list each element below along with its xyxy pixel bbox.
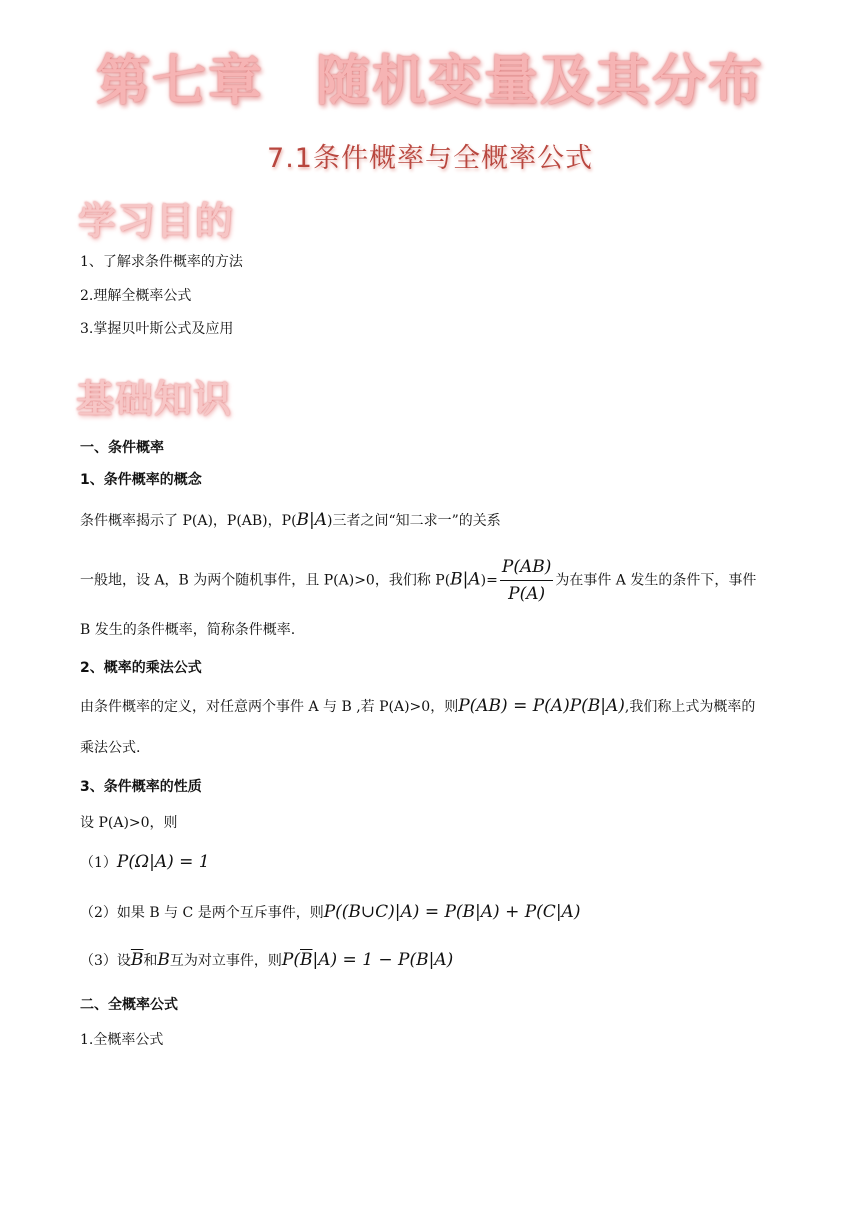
sub2-heading: 2、概率的乘法公式 <box>80 660 202 676</box>
math-property-3-bbar: $\overline{B}$ <box>300 950 313 970</box>
math-b-given-a: B|A <box>296 510 328 530</box>
sub1-line1 <box>80 510 501 531</box>
property-3-label-c: 互为对立事件，则 <box>169 953 282 969</box>
sub1-line2-text-a: 一般地，设 A，B 为两个随机事件，且 P(A)>0，我们称 P( <box>80 572 451 589</box>
part2-heading: 二、全概率公式 <box>80 997 178 1013</box>
math-property-3-lhs: P( <box>281 950 300 970</box>
part2-sub1: 1.全概率公式 <box>80 1032 164 1048</box>
math-property-1: P(Ω|A) = 1 <box>116 852 210 872</box>
sub1-line2 <box>80 556 756 605</box>
chapter-number: 第七章 <box>96 49 264 112</box>
sub2-line1 <box>80 696 755 717</box>
goal-item-1: 1、了解求条件概率的方法 <box>80 254 243 270</box>
sub2-line1-text-a: 由条件概率的定义，对任意两个事件 A 与 B ,若 P(A)>0，则 <box>80 699 459 715</box>
goals-banner: 学习目的 <box>78 199 235 243</box>
sub3-heading: 3、条件概率的性质 <box>80 779 202 795</box>
conditional-fraction <box>500 556 553 605</box>
property-3-label-b: 和 <box>143 953 158 969</box>
math-b-given-a-2: B|A <box>450 569 481 590</box>
sub1-line2-text-b: )= <box>480 572 498 589</box>
chapter-name: 随机变量及其分布 <box>316 49 764 112</box>
fraction-denominator: P(A) <box>508 584 546 604</box>
property-3 <box>80 950 453 971</box>
math-b: B <box>157 950 170 970</box>
sub1-line1-text-a: 条件概率揭示了 P(A)，P(AB)，P( <box>80 513 297 529</box>
property-1-label: （1） <box>80 855 117 871</box>
sub2-line1-text-b: ,我们称上式为概率的 <box>624 699 756 715</box>
property-2 <box>80 902 580 923</box>
sub1-heading: 1、条件概率的概念 <box>80 472 202 488</box>
goal-item-2: 2.理解全概率公式 <box>80 288 192 304</box>
math-property-2: P((B∪C)|A) = P(B|A) + P(C|A) <box>323 902 581 922</box>
sub1-line2-text-c: 为在事件 A 发生的条件下，事件 <box>555 572 757 589</box>
part1-heading: 一、条件概率 <box>80 440 164 456</box>
section-title: 7.1条件概率与全概率公式 <box>267 143 593 174</box>
property-3-label-a: （3）设 <box>80 953 131 969</box>
fraction-numerator: P(AB) <box>500 556 553 581</box>
basics-banner: 基础知识 <box>76 377 233 421</box>
sub2-line2: 乘法公式. <box>80 740 141 756</box>
property-2-label: （2）如果 B 与 C 是两个互斥事件，则 <box>80 905 324 921</box>
property-1 <box>80 852 210 873</box>
sub1-line1-text-b: )三者之间“知二求一”的关系 <box>327 513 501 529</box>
math-multiplication-rule: P(AB) = P(A)P(B|A) <box>458 696 625 716</box>
sub3-intro: 设 P(A)>0，则 <box>80 815 178 831</box>
sub1-line3: B 发生的条件概率，简称条件概率. <box>80 622 296 638</box>
goal-item-3: 3.掌握贝叶斯公式及应用 <box>80 321 234 337</box>
chapter-title <box>0 38 860 115</box>
math-b-bar: $\overline{B}$ <box>130 950 144 970</box>
math-property-3-rest: |A) = 1 − P(B|A) <box>312 950 454 970</box>
